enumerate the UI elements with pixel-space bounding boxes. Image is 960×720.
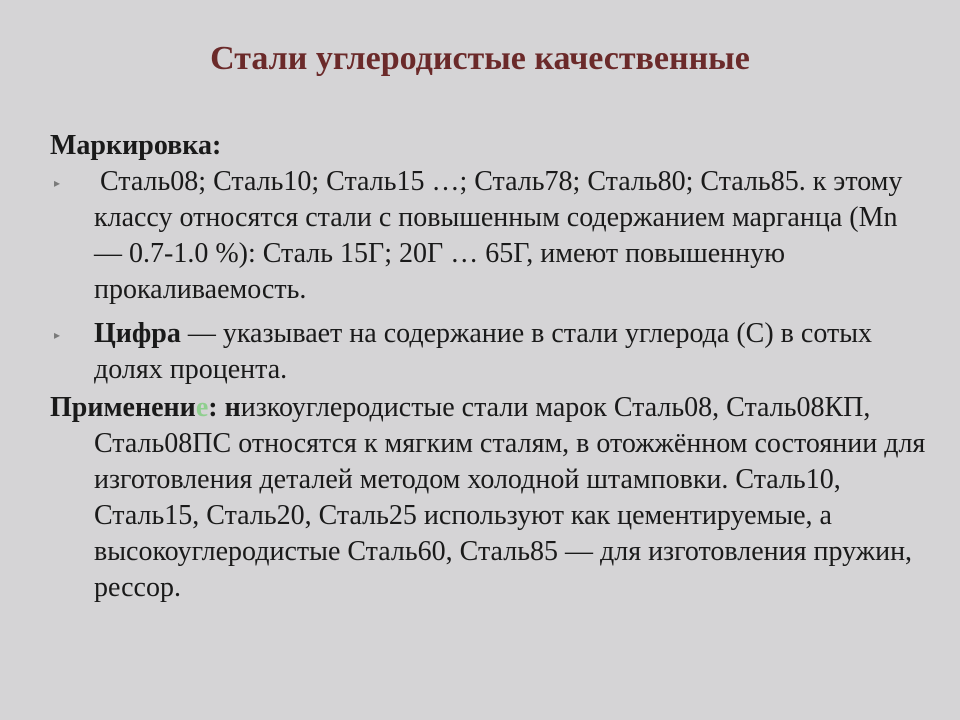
slide-title: Стали углеродистые качественные (210, 40, 750, 77)
application-paragraph (50, 390, 930, 606)
bullet-arrow-icon: ▸ (54, 328, 61, 342)
application-heading-green-letter: е (195, 392, 209, 423)
marking-bullet-grades-text: Сталь08; Сталь10; Сталь15 …; Сталь78; Сталь80; Сталь85. к этому классу относятся стали с повышенным содержанием марганца (Mn — 0.7-1.0 %): Сталь 15Г; 20Г … 65Г, имеют повышенную прокаливаемость. (94, 166, 903, 305)
bullet-arrow-icon: ▸ (54, 176, 61, 190)
marking-heading: Маркировка: (50, 130, 222, 161)
application-heading-main: Применени (50, 392, 196, 423)
slide-body (50, 128, 930, 606)
application-text: изкоуглеродистые стали марок Сталь08, Сталь08КП, Сталь08ПС относятся к мягким сталям, в отожжённом состоянии для изготовления деталей методом холодной штамповки. Сталь10, Сталь15, Сталь20, Сталь25 используют как цементируемые, а высокоуглеродистые Сталь60, Сталь85 — для изготовления пружин, рессор. (94, 392, 926, 603)
application-heading (50, 392, 218, 423)
marking-bullet-grades (50, 164, 930, 308)
application-heading-colon: : (208, 392, 218, 423)
marking-bullet-digit-text: — указывает на содержание в стали углерода (С) в сотых долях процента. (94, 318, 872, 385)
marking-bullet-digit-term: Цифра (94, 318, 181, 349)
application-lead-letter: н (224, 392, 241, 423)
marking-bullet-digit (50, 316, 930, 388)
